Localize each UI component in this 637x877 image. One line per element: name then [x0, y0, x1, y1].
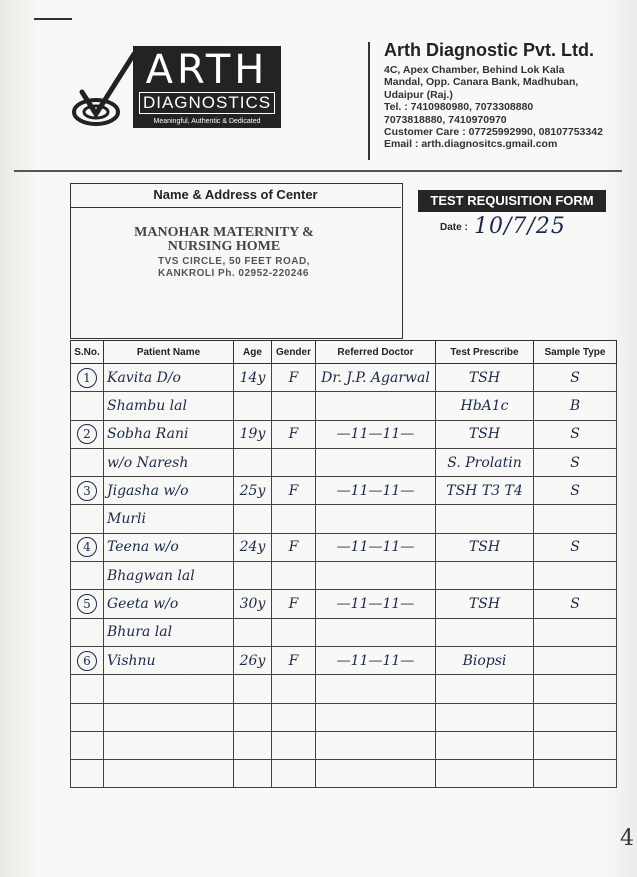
patient-table: [70, 340, 617, 788]
cell-patient-name: [104, 760, 234, 788]
table-row: [71, 505, 617, 533]
table-row: [71, 533, 617, 561]
cell-sample-type: [534, 562, 617, 590]
cell-age: [234, 760, 272, 788]
cell-sample-type: S: [534, 364, 617, 392]
cell-referred-doctor: [316, 562, 436, 590]
cell-sno: [71, 505, 104, 533]
header-test-prescribe: Test Prescribe: [436, 341, 534, 364]
cell-age: 30y: [234, 590, 272, 618]
table-row: [71, 675, 617, 703]
cell-sno: [71, 533, 104, 561]
table-header-row: [71, 341, 617, 364]
cell-test-prescribe: [436, 675, 534, 703]
cell-gender: [272, 392, 316, 420]
cell-age: 19y: [234, 420, 272, 448]
cell-sno: [71, 364, 104, 392]
address-line: 7073818880, 7410970970: [384, 113, 507, 126]
header-rule: [14, 170, 622, 172]
cell-sno: [71, 618, 104, 646]
cell-age: [234, 675, 272, 703]
cell-patient-name: [104, 675, 234, 703]
cell-patient-name: Murli: [104, 505, 234, 533]
cell-age: 24y: [234, 533, 272, 561]
stamp-address-line: TVS CIRCLE, 50 FEET ROAD,: [158, 256, 310, 267]
cell-test-prescribe: TSH: [436, 533, 534, 561]
date-value: 10/7/25: [474, 214, 566, 239]
cell-sample-type: [534, 703, 617, 731]
table-row: [71, 562, 617, 590]
cell-test-prescribe: Biopsi: [436, 646, 534, 674]
date-label: Date :: [440, 222, 468, 233]
cell-patient-name: Jigasha w/o: [104, 477, 234, 505]
page-mark: 4: [620, 826, 634, 851]
cell-sno: [71, 703, 104, 731]
cell-referred-doctor: —11—11—: [316, 420, 436, 448]
cell-age: [234, 562, 272, 590]
table-row: [71, 448, 617, 476]
cell-test-prescribe: [436, 618, 534, 646]
header-age: Age: [234, 341, 272, 364]
cell-sample-type: B: [534, 392, 617, 420]
cell-referred-doctor: [316, 392, 436, 420]
cell-age: 14y: [234, 364, 272, 392]
cell-patient-name: Sobha Rani: [104, 420, 234, 448]
cell-patient-name: [104, 703, 234, 731]
cell-sample-type: S: [534, 420, 617, 448]
cell-patient-name: Teena w/o: [104, 533, 234, 561]
cell-sample-type: [534, 646, 617, 674]
cell-referred-doctor: Dr. J.P. Agarwal: [316, 364, 436, 392]
cell-test-prescribe: [436, 703, 534, 731]
table-row: [71, 646, 617, 674]
header-sno: S.No.: [71, 341, 104, 364]
cell-age: [234, 703, 272, 731]
cell-gender: F: [272, 646, 316, 674]
cell-patient-name: Geeta w/o: [104, 590, 234, 618]
address-line: Email : arth.diagnositcs.gmail.com: [384, 138, 558, 151]
cell-gender: F: [272, 420, 316, 448]
serial-number: 3: [77, 481, 97, 501]
cell-sample-type: [534, 505, 617, 533]
table-row: [71, 618, 617, 646]
header-sample-type: Sample Type: [534, 341, 617, 364]
cell-patient-name: Vishnu: [104, 646, 234, 674]
table-row: [71, 364, 617, 392]
header-patient-name: Patient Name: [104, 341, 234, 364]
cell-referred-doctor: —11—11—: [316, 646, 436, 674]
serial-number: 6: [77, 651, 97, 671]
serial-number: 5: [77, 594, 97, 614]
form-title: TEST REQUISITION FORM: [418, 190, 606, 212]
cell-gender: F: [272, 590, 316, 618]
company-name: Arth Diagnostic Pvt. Ltd.: [384, 40, 595, 60]
cell-gender: [272, 448, 316, 476]
table-row: [71, 477, 617, 505]
cell-test-prescribe: [436, 505, 534, 533]
serial-number: 1: [77, 368, 97, 388]
company-address: [384, 64, 624, 151]
table-row: [71, 392, 617, 420]
address-line: Customer Care : 07725992990, 08107753342: [384, 126, 603, 139]
table-row: [71, 703, 617, 731]
cell-referred-doctor: [316, 703, 436, 731]
stamp-address-line: KANKROLI Ph. 02952-220246: [158, 268, 309, 279]
stamp-name-line: NURSING HOME: [167, 239, 281, 254]
cell-patient-name: Shambu lal: [104, 392, 234, 420]
cell-sample-type: [534, 618, 617, 646]
cell-referred-doctor: [316, 505, 436, 533]
cell-sno: [71, 675, 104, 703]
stamp-name-line: MANOHAR MATERNITY &: [134, 225, 314, 240]
logo-sub: DIAGNOSTICS: [139, 92, 275, 114]
cell-referred-doctor: [316, 675, 436, 703]
serial-number: 2: [77, 424, 97, 444]
cell-gender: F: [272, 533, 316, 561]
table-row: [71, 760, 617, 788]
cell-sno: [71, 562, 104, 590]
cell-sample-type: S: [534, 448, 617, 476]
address-line: Tel. : 7410980980, 7073308880: [384, 101, 534, 114]
logo-checkmark-icon: [68, 52, 138, 130]
cell-referred-doctor: [316, 448, 436, 476]
cell-gender: [272, 731, 316, 759]
cell-sno: [71, 646, 104, 674]
cell-age: 26y: [234, 646, 272, 674]
cell-sno: [71, 590, 104, 618]
cell-age: [234, 448, 272, 476]
cell-gender: [272, 505, 316, 533]
cell-gender: F: [272, 477, 316, 505]
cell-test-prescribe: TSH: [436, 420, 534, 448]
cell-sample-type: [534, 760, 617, 788]
cell-gender: [272, 760, 316, 788]
address-line: Udaipur (Raj.): [384, 88, 453, 101]
cell-age: [234, 505, 272, 533]
cell-patient-name: Kavita D/o: [104, 364, 234, 392]
cell-referred-doctor: —11—11—: [316, 590, 436, 618]
cell-test-prescribe: S. Prolatin: [436, 448, 534, 476]
center-box-title: Name & Address of Center: [70, 183, 401, 208]
cell-test-prescribe: [436, 731, 534, 759]
cell-sno: [71, 477, 104, 505]
cell-sno: [71, 392, 104, 420]
cell-test-prescribe: [436, 760, 534, 788]
center-stamp-name: [118, 226, 330, 254]
cell-sno: [71, 760, 104, 788]
cell-referred-doctor: —11—11—: [316, 477, 436, 505]
cell-test-prescribe: HbA1c: [436, 392, 534, 420]
header-gender: Gender: [272, 341, 316, 364]
header-divider: [368, 42, 370, 160]
address-line: Mandal, Opp. Canara Bank, Madhuban,: [384, 76, 579, 89]
cell-age: [234, 618, 272, 646]
table-row: [71, 731, 617, 759]
cell-referred-doctor: [316, 760, 436, 788]
table-row: [71, 590, 617, 618]
cell-patient-name: Bhagwan lal: [104, 562, 234, 590]
cell-gender: [272, 618, 316, 646]
cell-gender: [272, 562, 316, 590]
cell-age: [234, 731, 272, 759]
cell-sample-type: [534, 675, 617, 703]
cell-referred-doctor: [316, 618, 436, 646]
cell-gender: [272, 675, 316, 703]
cell-age: 25y: [234, 477, 272, 505]
logo-name: ARTH: [145, 47, 269, 93]
serial-number: 4: [77, 537, 97, 557]
table-row: [71, 420, 617, 448]
cell-test-prescribe: TSH: [436, 590, 534, 618]
cell-sno: [71, 420, 104, 448]
cell-sample-type: S: [534, 477, 617, 505]
header-referred-doctor: Referred Doctor: [316, 341, 436, 364]
cell-sample-type: [534, 731, 617, 759]
cell-test-prescribe: [436, 562, 534, 590]
corner-dash: [34, 18, 72, 20]
cell-patient-name: w/o Naresh: [104, 448, 234, 476]
logo: [133, 46, 281, 128]
cell-gender: F: [272, 364, 316, 392]
cell-sample-type: S: [534, 590, 617, 618]
cell-patient-name: [104, 731, 234, 759]
cell-test-prescribe: TSH: [436, 364, 534, 392]
cell-referred-doctor: [316, 731, 436, 759]
center-stamp-address: [158, 256, 310, 280]
cell-gender: [272, 703, 316, 731]
cell-age: [234, 392, 272, 420]
address-line: 4C, Apex Chamber, Behind Lok Kala: [384, 64, 565, 76]
logo-tagline: Meaningful, Authentic & Dedicated: [153, 118, 261, 125]
cell-sample-type: S: [534, 533, 617, 561]
cell-test-prescribe: TSH T3 T4: [436, 477, 534, 505]
cell-sno: [71, 448, 104, 476]
table-body: [71, 364, 617, 788]
cell-referred-doctor: —11—11—: [316, 533, 436, 561]
cell-sno: [71, 731, 104, 759]
cell-patient-name: Bhura lal: [104, 618, 234, 646]
